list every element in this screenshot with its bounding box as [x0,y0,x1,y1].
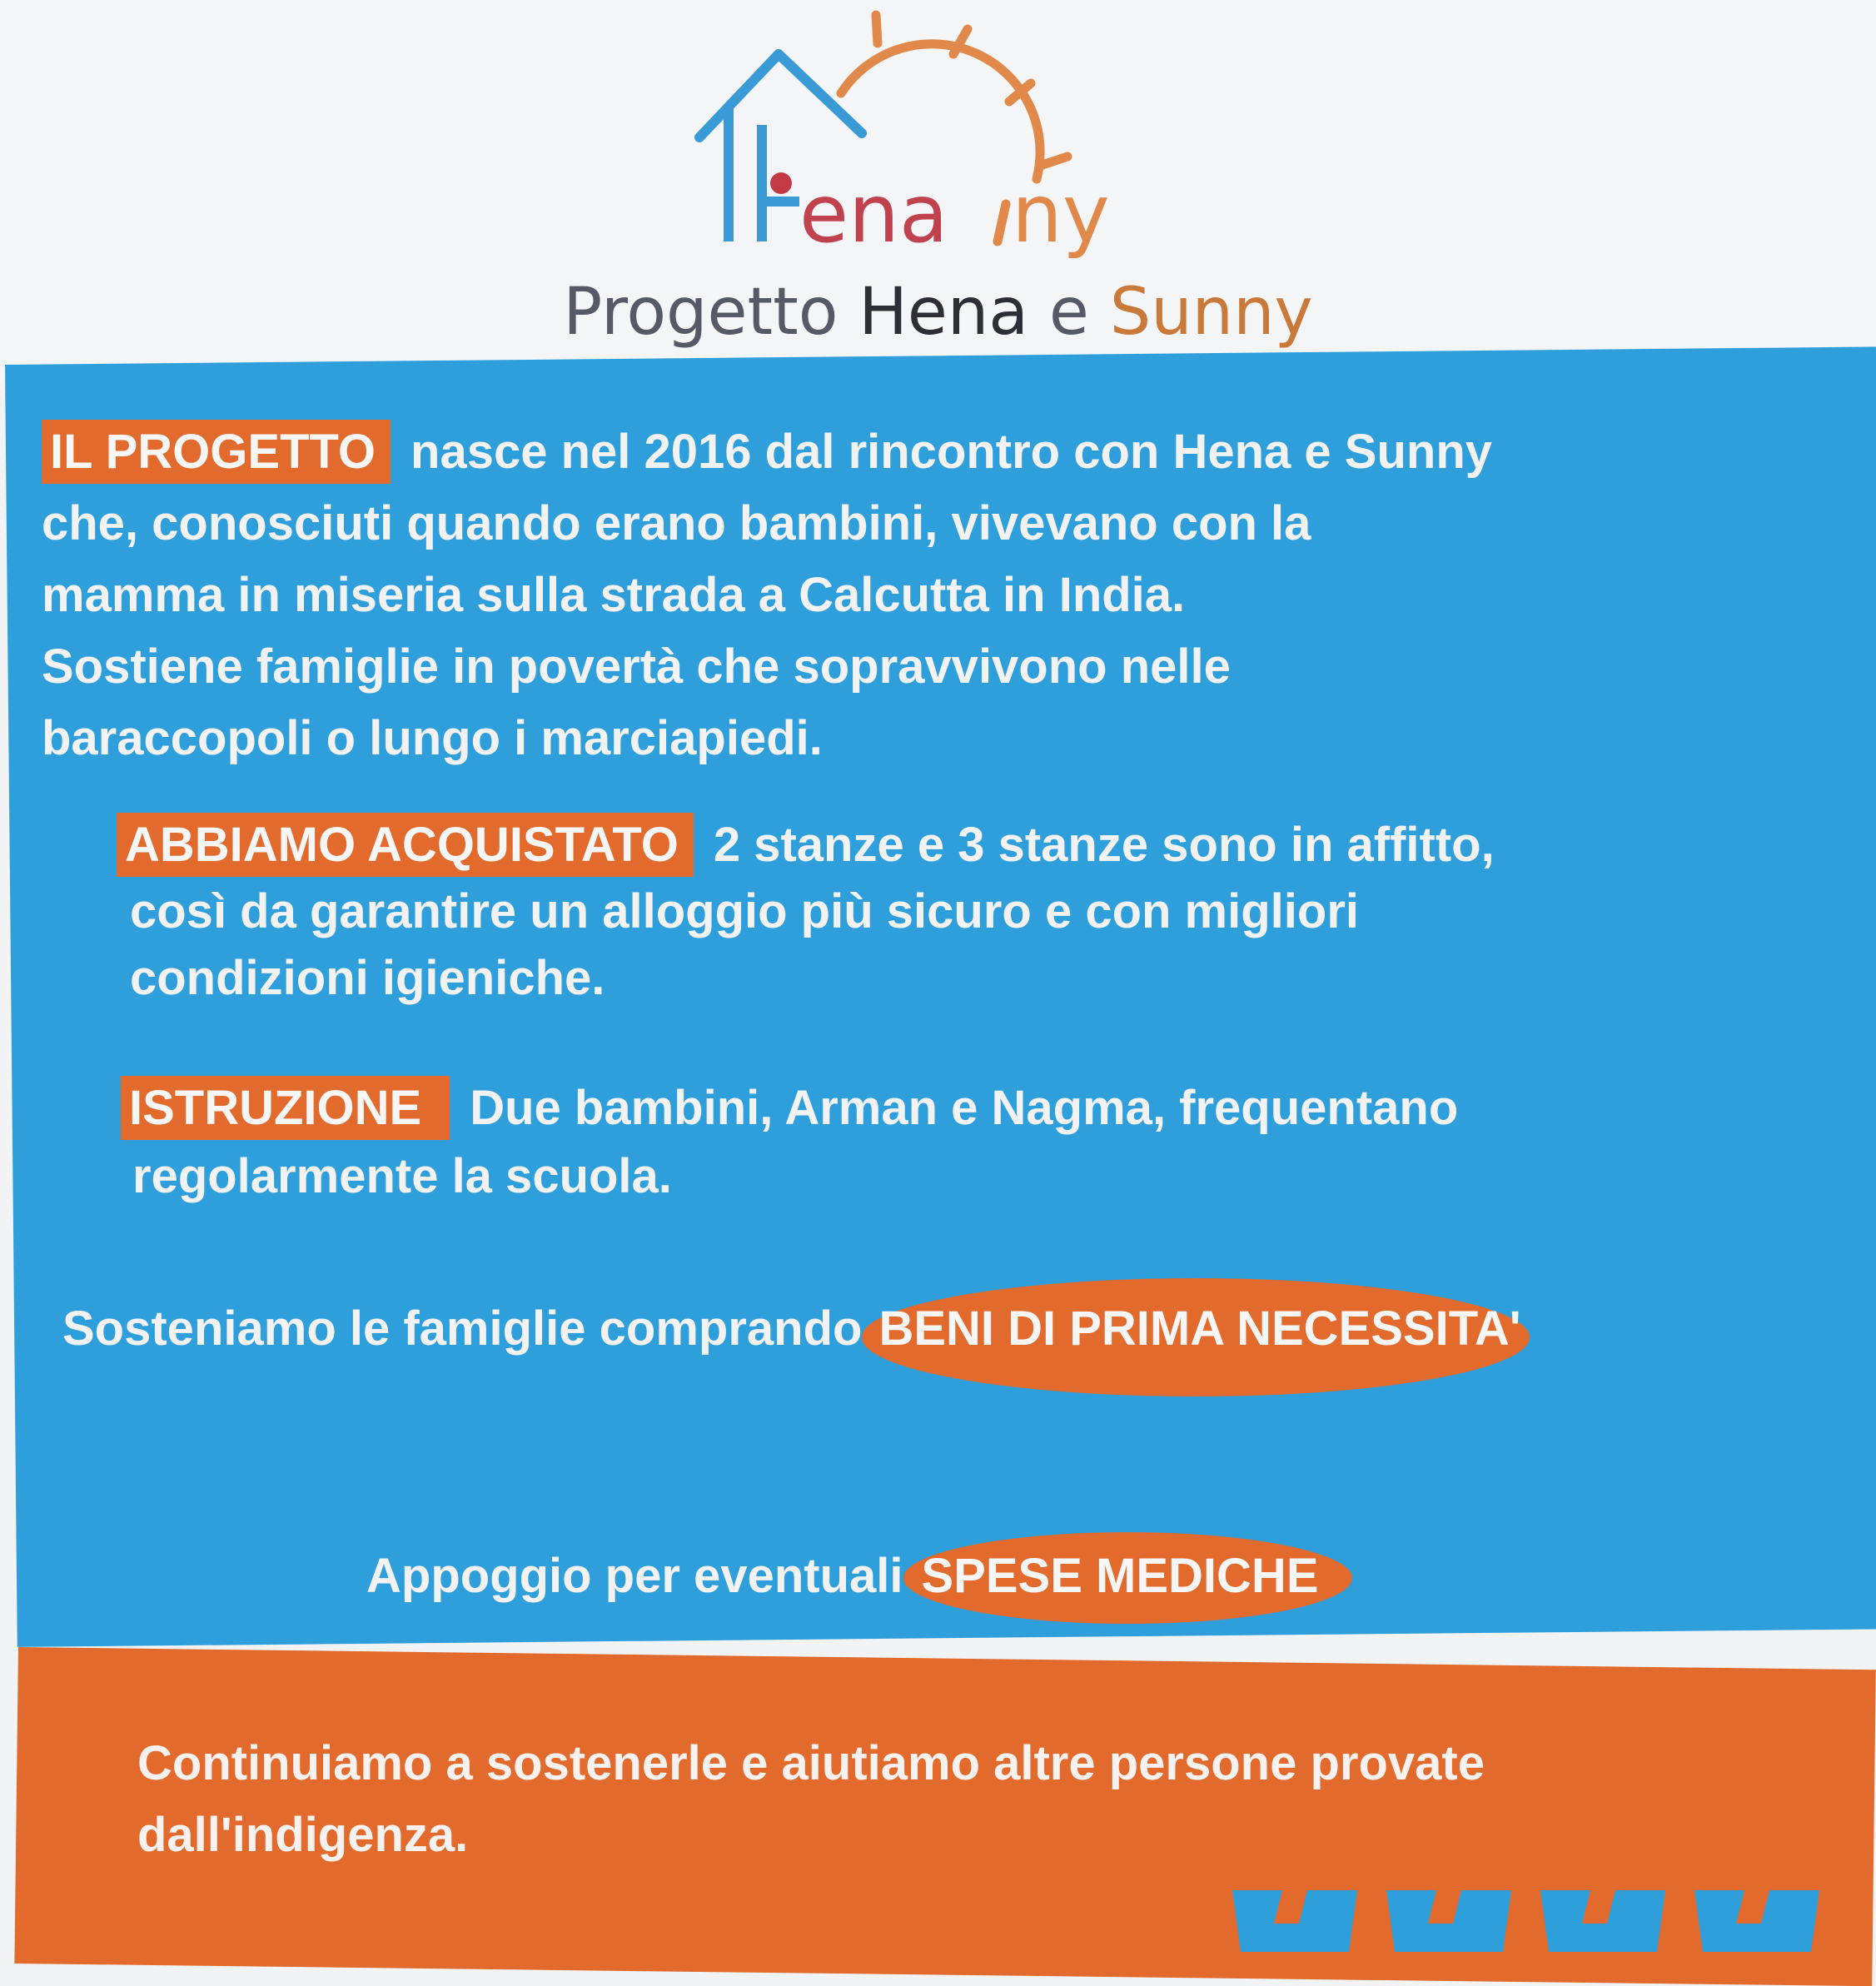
progetto-line-2: che, conosciuti quando erano bambini, vivevano con la [42,496,1311,550]
progetto-line-1: nasce nel 2016 dal rincontro con Hena e Sunny [411,425,1492,479]
beni-highlight: BENI DI PRIMA NECESSITA' [862,1278,1529,1396]
beni-text: Sosteniamo le famiglie comprando [62,1302,863,1356]
subtitle-sunny: Sunny [1109,275,1313,350]
istruzione-line-1: Due bambini, Arman e Nagma, frequentano [470,1081,1459,1135]
acquistato-line-3: condizioni igieniche. [130,951,605,1005]
window-dot-icon [770,172,792,194]
progetto-line-4: Sostiene famiglie in povertà che sopravvivono nelle [42,640,1231,694]
subtitle-e: e [1048,275,1089,350]
acquistato-line-2: così da garantire un alloggio più sicuro e con migliori [130,884,1359,938]
sun-arc-icon [841,44,1040,179]
closing-line-2: dall'indigenza. [137,1808,469,1862]
sun-ray-1 [876,15,878,43]
spese-highlight: SPESE MEDICHE [903,1532,1352,1624]
tag-il-progetto: IL PROGETTO [42,420,391,484]
progetto-line-5: baraccopoli o lungo i marciapiedi. [42,711,823,765]
sun-stem [998,204,1006,241]
section-progetto [42,416,1492,774]
hena-sunny-logo [683,0,1149,266]
subtitle-progetto: Progetto [563,275,838,350]
closing-line-1: Continuiamo a sostenerle e aiutiamo altre persone provate [137,1736,1485,1790]
section-beni [62,1278,1530,1396]
closing-text [137,1728,1485,1871]
header [0,0,1876,391]
progetto-line-3: mamma in miseria sulla strada a Calcutta in India. [42,568,1186,622]
wordmark-ena: ena [799,167,948,261]
tag-istruzione: ISTRUZIONE [121,1076,450,1140]
istruzione-line-2: regolarmente la scuola. [132,1149,672,1203]
section-istruzione [121,1074,1458,1211]
acquistato-line-1: 2 stanze e 3 stanze sono in affitto, [713,818,1495,872]
tag-abbiamo-acquistato: ABBIAMO ACQUISTATO [117,813,694,877]
spese-text: Appoggio per eventuali [366,1549,903,1603]
section-spese [366,1532,1352,1624]
wordmark-ny: ny [1012,167,1110,261]
subtitle-hena: Hena [858,275,1029,350]
sun-ray-4 [1042,157,1067,165]
decorative-blue-shapes [1216,1890,1876,1952]
section-acquistato [117,812,1495,1012]
project-subtitle [0,275,1876,350]
